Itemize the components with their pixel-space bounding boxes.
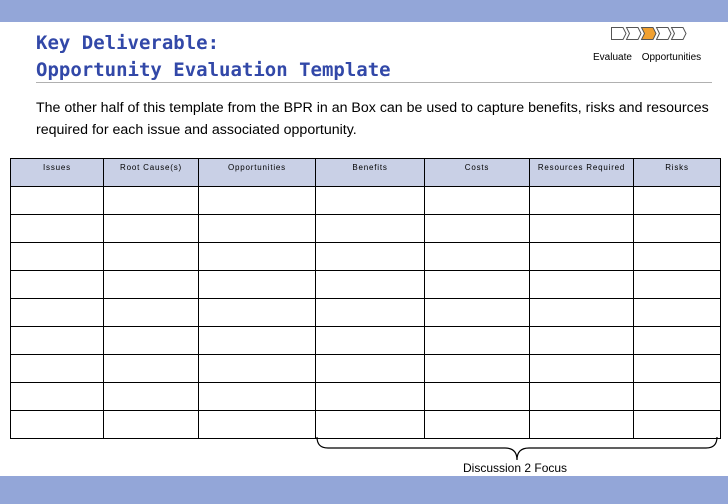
table-cell [634,187,721,215]
table-cell [199,327,316,355]
table-cell [104,243,199,271]
table-cell [425,271,530,299]
table-cell [104,411,199,439]
table-cell [530,411,634,439]
progress-step [672,28,687,40]
table-cell [199,299,316,327]
table-cell [316,187,425,215]
table-cell [199,383,316,411]
table-cell [530,243,634,271]
table-cell [104,355,199,383]
table-cell [104,299,199,327]
progress-step [627,28,642,40]
table-cell [634,215,721,243]
title-line-1: Key Deliverable: [36,32,220,54]
progress-labels [593,52,701,63]
table-row [11,243,721,271]
col-header-costs: Costs [425,159,530,187]
table-cell [530,271,634,299]
col-header-issues: Issues [11,159,104,187]
table-cell [104,215,199,243]
table-cell [425,383,530,411]
table-cell [11,187,104,215]
table-cell [316,411,425,439]
table-cell [530,355,634,383]
table-cell [199,187,316,215]
progress-label-opportunities: Opportunities [641,52,702,63]
col-header-benefits: Benefits [316,159,425,187]
table-cell [634,411,721,439]
table-cell [634,299,721,327]
table-cell [316,243,425,271]
table-cell [104,187,199,215]
table-row [11,355,721,383]
table-cell [425,299,530,327]
col-header-resources-required: Resources Required [530,159,634,187]
bottom-accent-bar [0,476,728,504]
table-cell [634,243,721,271]
table-cell [425,243,530,271]
page-title [36,30,391,84]
table-row [11,411,721,439]
table-row [11,187,721,215]
table-row [11,271,721,299]
table-cell [316,355,425,383]
table-row [11,215,721,243]
progress-indicator [611,27,691,40]
discussion-brace [314,436,720,464]
table-header-row [11,159,721,187]
title-line-2: Opportunity Evaluation Template [36,59,391,81]
table-row [11,299,721,327]
table-cell [199,355,316,383]
table-row [11,327,721,355]
table-cell [316,215,425,243]
title-divider [36,82,712,83]
progress-step [612,28,627,40]
table-cell [104,271,199,299]
table-cell [634,355,721,383]
table-cell [316,327,425,355]
table-cell [425,411,530,439]
table-cell [104,383,199,411]
table-cell [425,215,530,243]
col-header-root-causes: Root Cause(s) [104,159,199,187]
table-cell [199,411,316,439]
table-cell [199,215,316,243]
table-cell [634,383,721,411]
table-cell [11,271,104,299]
table-cell [11,383,104,411]
col-header-risks: Risks [634,159,721,187]
table-cell [425,327,530,355]
table-cell [199,271,316,299]
table-cell [530,327,634,355]
table-cell [634,327,721,355]
table-cell [316,383,425,411]
table-cell [316,299,425,327]
top-accent-bar [0,0,728,22]
progress-step [642,28,657,40]
progress-step [657,28,672,40]
table-cell [530,299,634,327]
evaluation-table [10,158,721,439]
progress-label-evaluate: Evaluate [593,52,632,63]
table-cell [316,271,425,299]
table-cell [11,243,104,271]
table-row [11,383,721,411]
table-cell [11,411,104,439]
discussion-focus-label: Discussion 2 Focus [463,461,568,475]
table-cell [530,187,634,215]
table-cell [11,355,104,383]
table-cell [11,215,104,243]
description-text: The other half of this template from the BPR in an Box can be used to capture benefits, risks and resources required for each issue and associated opportunity. [36,100,709,138]
table-cell [11,299,104,327]
table-cell [11,327,104,355]
table-cell [425,355,530,383]
col-header-opportunities: Opportunities [199,159,316,187]
table-cell [530,383,634,411]
table-cell [199,243,316,271]
table-cell [530,215,634,243]
table-cell [425,187,530,215]
table-cell [104,327,199,355]
table-body [11,187,721,439]
table-cell [634,271,721,299]
